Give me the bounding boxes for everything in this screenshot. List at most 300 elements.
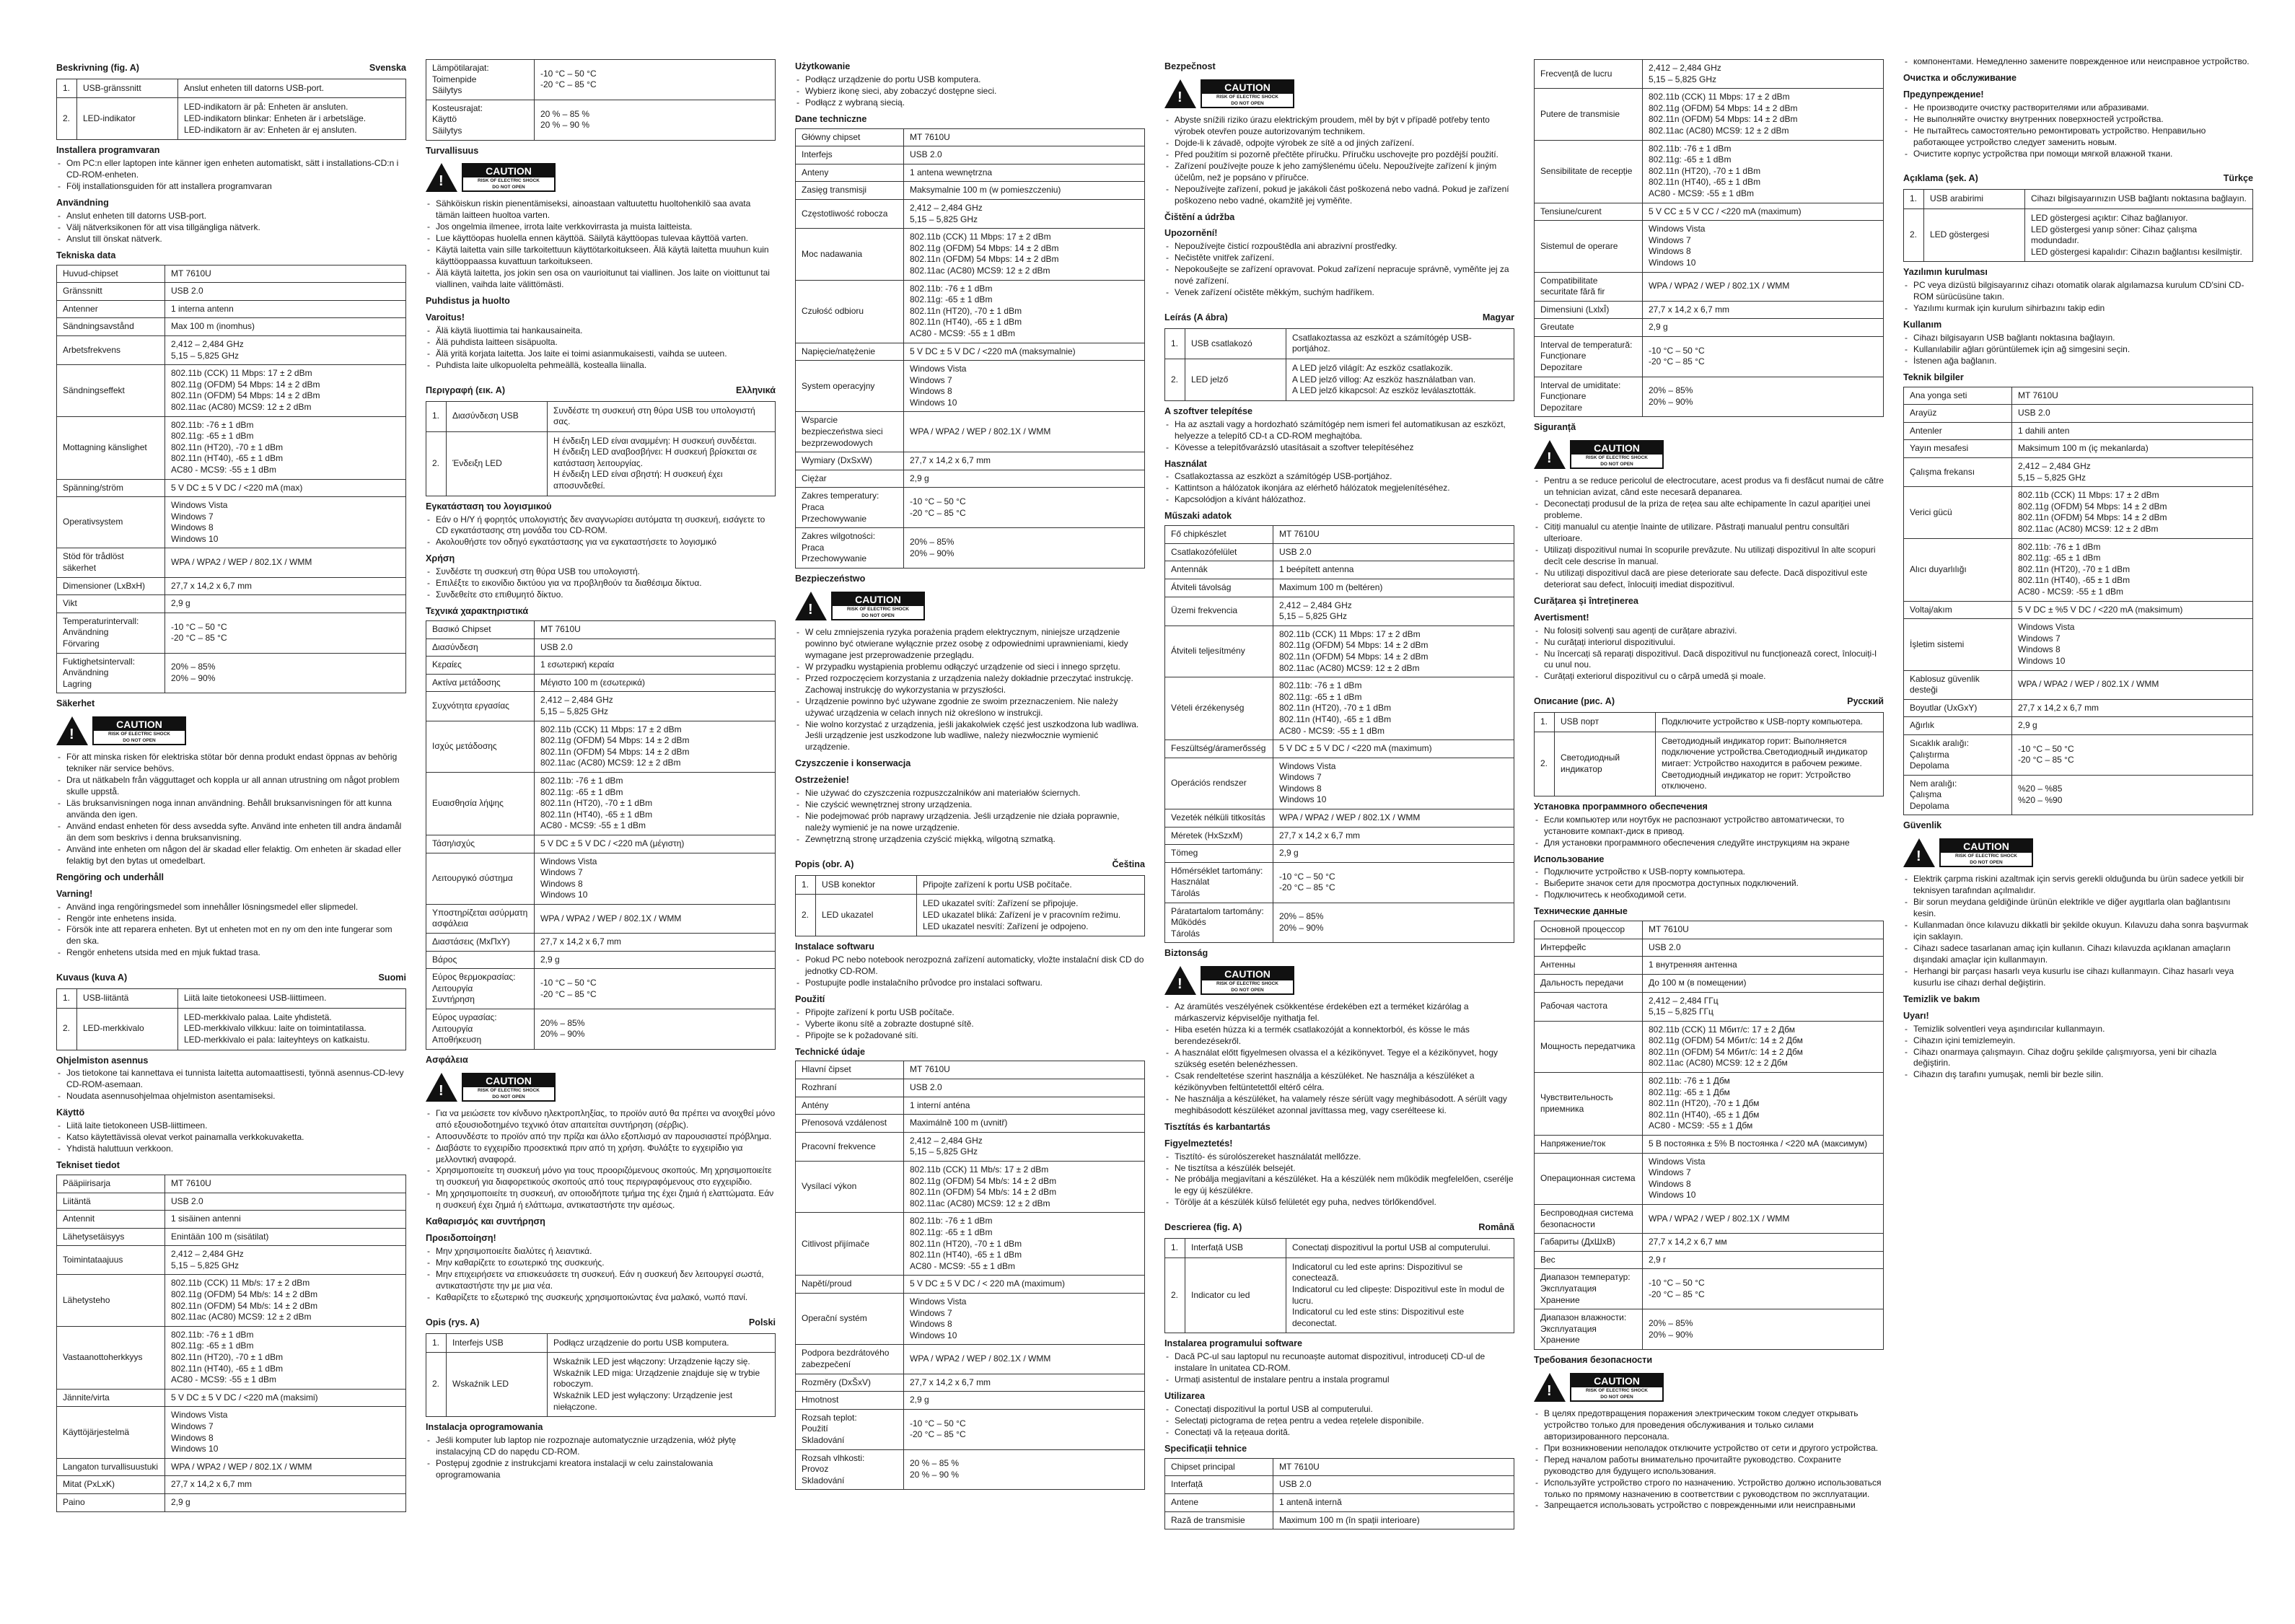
item-number: 2. [426,431,447,496]
spec-key: Ευαισθησία λήψης [426,772,535,835]
section-pl [426,1317,776,1481]
table-row [57,1211,406,1229]
list-item: - Dra ut nätkabeln från vägguttaget och koppla ur all annan utrustning om något problem skulle uppstå. [56,775,406,798]
spec-value: USB 2.0 [165,283,406,301]
item-text: Η ένδειξη LED είναι αναμμένη: Η συσκευή συνδέεται. Η ένδειξη LED αναβοσβήνει: Η συσκευή βρίσκεται σε κατάσταση λειτουργίας. Η ένδειξη LED είναι σβηστή: Η συσκευή έχει αποσυνδεθεί. [548,431,776,496]
table-row [57,989,406,1009]
spec-value: Windows Vista Windows 7 Windows 8 Windows 10 [165,497,406,548]
list-item: - При возникновении неполадок отключите устройство от сети и другого устройства. [1534,1443,1884,1454]
table-row [796,182,1145,200]
spec-value: 802.11b: -76 ± 1 dBm 802.11g: -65 ± 1 dBm 802.11n (HT20), -70 ± 1 dBm 802.11n (HT40), -65 ± 1 dBm AC80 - MCS9: -55 ± 1 dBm [1273,677,1514,740]
section-ru [1534,695,1884,1511]
install-list [1903,280,2253,315]
spec-value: 1 interní anténa [904,1097,1145,1115]
list-item: - Kövesse a telepítővarázsló utasításait a szoftver telepítéséhez [1164,442,1514,454]
table-row [1904,440,2253,458]
spec-value: 2,412 – 2,484 GHz 5,15 – 5,825 GHz [2012,458,2253,487]
table-row [1904,538,2253,601]
caution-title: CAUTION [94,718,185,731]
table-row [1535,89,1884,140]
list-item: - Csatlakoztassa az eszközt a számítógép USB-portjához. [1164,471,1514,483]
spec-key: Napięcie/natężenie [796,343,904,361]
table-row [1165,903,1514,943]
warning-triangle-icon: ! [1164,966,1196,995]
list-item: - Sähköiskun riskin pienentämiseksi, ainoastaan valtuutettu huoltohenkilö saa avata tämän laitteen huoltoa varten. [426,198,776,221]
table-row [1535,713,1884,732]
list-item: - Använd endast enheten för dess avsedda syfte. Använd inte enheten till andra ändamål än dem som beskrivs i denna bruksanvisning. [56,821,406,844]
list-item: - Dacă PC-ul sau laptopul nu recunoaște automat dispozitivul, introduceți CD-ul de instalare în unitatea CD-ROM. [1164,1351,1514,1374]
list-item: - Χρησιμοποιείτε τη συσκευή μόνο για τους προοριζόμενους σκοπούς. Μη χρησιμοποιείτε τη συσκευή για διαφορετικούς σκοπούς από τους περιγραφόμενους στο εγχειρίδιο. [426,1165,776,1188]
caution-title: CAUTION [1202,967,1293,980]
table-row [57,318,406,336]
table-row [1165,1239,1514,1258]
spec-key: Βάρος [426,951,535,969]
list-item: - Försök inte att reparera enheten. Byt ut enheten mot en ny om den inte fungerar som den ska. [56,924,406,947]
spec-value: 1 εσωτερική κεραία [535,657,776,675]
spec-value: 27,7 x 14,2 x 6,7 mm [1273,827,1514,845]
spec-key: Διασύνδεση [426,638,535,657]
table-row [1165,579,1514,597]
use-list [1903,333,2253,367]
list-item: - Μην καθαρίζετε το εσωτερικό της συσκευής. [426,1257,776,1269]
table-row [1165,328,1514,359]
item-number: 2. [1165,1257,1185,1333]
table-row [1904,717,2253,735]
item-label: LED göstergesi [1924,209,2025,261]
list-item: - Abyste snížili riziko úrazu elektrickým proudem, měl by být v případě potřeby tento výrobek otevřen pouze autorizovaným technikem. [1164,115,1514,138]
subheading: Säkerhet [56,698,95,709]
list-item: - Ne használja a készüléket, ha valamely része sérült vagy meghibásodott. A sérült vagy meghibásodott készüléket azonnal javíttassa meg, vagy cserélteese ki. [1164,1094,1514,1117]
table-row [796,1409,1145,1449]
item-label: Indicator cu led [1185,1257,1286,1333]
spec-key: Дальность передачи [1535,974,1643,992]
caution-line-1: RISK OF ELECTRIC SHOCK [478,1087,540,1093]
spec-table [426,59,776,141]
list-item: - Kullanmadan önce kılavuzu dikkatli bir şekilde okuyun. Kılavuzu daha sonra başvurmak için saklayın. [1903,920,2253,943]
section-tr [1903,172,2253,1088]
spec-value: USB 2.0 [2012,405,2253,423]
table-row [1904,405,2253,423]
spec-key: Vételi érzékenység [1165,677,1273,740]
spec-key: Tensiune/curent [1535,203,1643,221]
list-item: - Yhdistä haluttuun verkkoon. [56,1144,406,1155]
spec-table [56,265,406,694]
table-row [57,1493,406,1511]
spec-value: USB 2.0 [1273,543,1514,561]
table-row [1535,921,1884,939]
table-row [426,772,776,835]
language-label: Svenska [369,63,406,73]
list-item: - Nu utilizați dispozitivul dacă are piese deteriorate sau defecte. Dacă dispozitivul este deteriorat sau defect, înlocuiți imediat dispozitivul. [1534,568,1884,591]
subheading: Tekniset tiedot [56,1160,120,1171]
spec-key: Operativsystem [57,497,165,548]
section-c2top [426,59,776,379]
subheading: Προειδοποίηση! [426,1233,496,1244]
clean-list [56,902,406,960]
table-row [796,280,1145,343]
caution-label [1534,438,1671,471]
spec-value: 20% – 85% 20% – 90% [535,1009,776,1050]
subheading: Puhdistus ja huolto [426,296,510,307]
table-row [426,853,776,904]
spec-value: 5 V DC ± 5 V DC / <220 mA (maksimi) [165,1389,406,1407]
spec-key: Interfață [1165,1476,1273,1494]
spec-value: WPA / WPA2 / WEP / 802.1X / WMM [2012,670,2253,699]
table-row [426,638,776,657]
clean-list [1164,241,1514,299]
section-header [1903,172,2253,185]
subheading: Használat [1164,458,1207,469]
spec-key: Napětí/proud [796,1276,904,1294]
table-row [57,577,406,595]
item-number: 1. [1165,1239,1185,1258]
table-row [57,335,406,364]
column-5 [1534,56,1884,1511]
section-header [426,1317,776,1329]
caution-line-2: DO NOT OPEN [1970,860,2003,866]
list-item: - Puhdista laite ulkopuolelta pehmeällä, kostealla liinalla. [426,360,776,372]
subheading: Figyelmeztetés! [1164,1138,1233,1149]
spec-value: 27,7 x 14,2 x 6,7 mm [535,934,776,952]
item-text: LED göstergesi açıktır: Cihaz bağlanıyor. LED göstergesi yanıp söner: Cihaz çalışma modundadır. LED göstergesi kapalıdır: Cihazın bağlantısı kesilmiştir. [2025,209,2253,261]
spec-value: 5 V DC ± %5 V DC / <220 mA (maksimum) [2012,601,2253,619]
spec-key: Toimintataajuus [57,1246,165,1275]
subheading: Καθαρισμός και συντήρηση [426,1216,545,1227]
caution-line-2: DO NOT OPEN [1231,100,1264,106]
spec-key: Dimensioner (LxBxH) [57,577,165,595]
list-item: - Lue käyttöopas huolella ennen käyttöä. Säilytä käyttöopas tulevaa käyttöä varten. [426,233,776,245]
safety-list [426,198,776,291]
spec-value: 802.11b: -76 ± 1 dBm 802.11g: -65 ± 1 dBm 802.11n (HT20), -70 ± 1 dBm 802.11n (HT40), -65 ± 1 dBm AC80 - MCS9: -55 ± 1 dBm [904,280,1145,343]
list-item: - Nie czyścić wewnętrznej strony urządzenia. [795,799,1145,811]
spec-value: USB 2.0 [904,1079,1145,1097]
item-number: 2. [1904,209,1924,261]
caution-line-1: RISK OF ELECTRIC SHOCK [1216,94,1278,100]
spec-key: Hlavní čipset [796,1061,904,1079]
spec-key: Stöd för trådlöst säkerhet [57,548,165,577]
table-row [796,343,1145,361]
spec-table [1903,387,2253,816]
spec-key: Tömeg [1165,845,1273,863]
subheading: Instalarea programului software [1164,1338,1303,1349]
spec-key: Wymiary (DxSxW) [796,452,904,470]
spec-value: Windows Vista Windows 7 Windows 8 Windows 10 [2012,619,2253,670]
spec-key: Nem aralığı: Çalışma Depolama [1904,775,2012,815]
spec-value: 5 В постоянка ± 5% В постоянка / <220 мА (максимум) [1643,1136,1884,1154]
section-fi [56,972,406,1511]
subheading: Avertisment! [1534,612,1589,623]
item-label: USB-liitäntä [77,989,178,1009]
table-row [1535,1309,1884,1350]
language-label: Română [1478,1222,1514,1233]
spec-key: Arayüz [1904,405,2012,423]
clean-list [426,325,776,372]
spec-value: MT 7610U [1273,526,1514,544]
spec-value: 5 V DC ± 5 V DC / < 220 mA (maximum) [904,1276,1145,1294]
item-label: Светодиодный индикатор [1555,732,1656,796]
spec-value: 1 antena wewnętrzna [904,164,1145,182]
subheading: Použití [795,993,825,1004]
spec-key: Verici gücü [1904,487,2012,538]
column-4 [1164,56,1514,1534]
spec-key: Основной процессор [1535,921,1643,939]
subheading: Требования безопасности [1534,1354,1653,1365]
item-label: Ένδειξη LED [447,431,548,496]
install-list [795,954,1145,989]
safety-list [1534,1408,1884,1512]
spec-value: 2,412 – 2,484 GHz 5,15 – 5,825 GHz [904,199,1145,228]
spec-key: Gränssnitt [57,283,165,301]
spec-value: Maksimum 100 m (iç mekanlarda) [2012,440,2253,458]
table-row [57,1008,406,1050]
spec-key: İşletim sistemi [1904,619,2012,670]
subheading: Очистка и обслуживание [1903,72,2017,83]
language-label: Polski [748,1317,776,1327]
list-item: - W celu zmniejszenia ryzyka porażenia prądem elektrycznym, niniejsze urządzenie powinno być otwierane wyłącznie przez osobę z odpowiednimi uprawnieniami, kiedy wymagane jest przeprowadzenie przeglądu. [795,627,1145,662]
table-row [1535,1251,1884,1269]
spec-key: Диапазон температур: Эксплуатация Хранение [1535,1269,1643,1309]
list-item: - Μη χρησιμοποιείτε τη συσκευή, αν οποιοδήποτε τμήμα της έχει ζημιά ή ελαττώματα. Εάν η συσκευή έχει ζημιά ή ελάττωμα, αντικαταστήστε την αμέσως. [426,1188,776,1211]
item-text: Připojte zařízení k portu USB počítače. [917,875,1145,895]
column-3 [795,56,1145,1494]
spec-key: Чувствительность приемника [1535,1073,1643,1136]
item-text: Wskaźnik LED jest włączony: Urządzenie łączy się. Wskaźnik LED miga: Urządzenie znajduje się w trybie roboczym. Wskaźnik LED jest wyłączony: Urządzenie jest niełączone. [548,1353,776,1417]
spec-key: Paino [57,1493,165,1511]
list-item: - компонентами. Немедленно замените поврежденное или неисправное устройство. [1903,56,2253,68]
spec-key: Ισχύς μετάδοσης [426,721,535,772]
spec-value: WPA / WPA2 / WEP / 802.1X / WMM [1643,1205,1884,1234]
spec-key: Rozsah vlhkosti: Provoz Skladování [796,1449,904,1490]
table-row [1165,740,1514,758]
table-row [1535,60,1884,89]
list-item: - Cihazı sadece tasarlanan amaç için kullanın. Cihazı kılavuzda açıklanan amaçların dışındaki amaçlar için kullanmayın. [1903,943,2253,966]
spec-value: 5 V DC ± 5 V DC / <220 mA (maximum) [1273,740,1514,758]
spec-key: Ana yonga seti [1904,387,2012,405]
list-item: - Csak rendeltetése szerint használja a készüléket. Ne használja a készüléket a kézikönyvben feltüntetettől eltérő célra. [1164,1071,1514,1094]
list-item: - Venek zařízení očistěte měkkým, suchým hadříkem. [1164,287,1514,299]
spec-value: 27,7 x 14,2 x 6,7 mm [904,452,1145,470]
table-row [1535,957,1884,975]
subheading: Varning! [56,888,93,899]
spec-key: Συχνότητα εργασίας [426,692,535,721]
spec-value: 20% – 85% 20% – 90% [165,653,406,693]
spec-value: USB 2.0 [1643,939,1884,957]
spec-key: Sıcaklık aralığı: Çalıştırma Depolama [1904,734,2012,775]
list-item: - A használat előtt figyelmesen olvassa el a kézikönyvet. Tegye el a kézikönyvet, hogy szükség esetén belenézhessen. [1164,1048,1514,1071]
spec-table [426,620,776,1050]
list-item: - PC veya dizüstü bilgisayarınız cihazı otomatik olarak algılamazsa kurulum CD'sini CD-ROM sürücüsüne takın. [1903,280,2253,303]
list-item: - Jeśli komputer lub laptop nie rozpoznaje automatycznie urządzenia, włóż płytę instalacyjną CD do napędu CD-ROM. [426,1435,776,1458]
spec-key: Voltaj/akım [1904,601,2012,619]
table-row [796,895,1145,936]
table-row [1535,203,1884,221]
list-item: - Podłącz z wybraną siecią. [795,97,1145,109]
spec-value: Windows Vista Windows 7 Windows 8 Windows 10 [535,853,776,904]
item-number: 1. [1904,190,1924,209]
list-item: - Nepokoušejte se zařízení opravovat. Pokud zařízení nepracuje správně, vyměňte jej za nové zařízení. [1164,264,1514,287]
spec-key: Vysílací výkon [796,1162,904,1213]
list-item: - Μην χρησιμοποιείτε διαλύτες ή λειαντικά. [426,1246,776,1257]
list-item: - Cihazı bilgisayarın USB bağlantı noktasına bağlayın. [1903,333,2253,344]
item-label: LED-indikator [77,98,178,140]
list-item: - Conectați dispozitivul la portul USB al computerului. [1164,1404,1514,1415]
spec-value: Maksymalnie 100 m (w pomieszczeniu) [904,182,1145,200]
spec-value: 802.11b (CCK) 11 Mbps: 17 ± 2 dBm 802.11g (OFDM) 54 Mbps: 14 ± 2 dBm 802.11n (OFDM) 54 Mbps: 14 ± 2 dBm 802.11ac (AC80) MCS9: 12 ± 2 dBm [1643,89,1884,140]
safety-list [795,627,1145,753]
list-item: - Postupujte podle instalačního průvodce pro instalaci softwaru. [795,978,1145,989]
list-item: - Älä puhdista laitteen sisäpuolta. [426,337,776,348]
item-text: Podłącz urządzenie do portu USB komputera. [548,1333,776,1353]
spec-value: WPA / WPA2 / WEP / 802.1X / WMM [1643,272,1884,301]
item-text: Conectați dispozitivul la portul USB al computerului. [1286,1239,1514,1258]
subheading: Biztonság [1164,948,1208,959]
spec-value: 802.11b (CCK) 11 Mbps: 17 ± 2 dBm 802.11g (OFDM) 54 Mbps: 14 ± 2 dBm 802.11n (OFDM) 54 Mbps: 14 ± 2 dBm 802.11ac (AC80) MCS9: 12 ± 2 dBm [165,365,406,416]
section-header [1534,695,1884,708]
spec-value: 20% – 85% 20% – 90% [1643,377,1884,417]
list-item: - Διαβάστε το εγχειρίδιο προσεκτικά πριν από τη χρήση. Φυλάξτε το εγχειρίδιο για μελλοντική αναφορά. [426,1143,776,1166]
list-item: - Kapcsolódjon a kívánt hálózathoz. [1164,494,1514,506]
section-ro [1164,1221,1514,1529]
spec-key: Interval de umiditate: Funcționare Depozitare [1535,377,1643,417]
spec-value: Windows Vista Windows 7 Windows 8 Windows 10 [1273,758,1514,809]
table-row [1904,601,2253,619]
spec-value: -10 °C – 50 °C -20 °C – 85 °C [2012,734,2253,775]
item-number: 1. [1535,713,1555,732]
list-item: - Cihazı onarmaya çalışmayın. Cihaz doğru şekilde çalışmıyorsa, yeni bir cihazla değiştirin. [1903,1047,2253,1070]
spec-value: MT 7610U [2012,387,2253,405]
clean-list [426,1246,776,1304]
spec-value: 802.11b: -76 ± 1 dBm 802.11g: -65 ± 1 dBm 802.11n (HT20), -70 ± 1 dBm 802.11n (HT40), -65 ± 1 dBm AC80 - MCS9: -55 ± 1 dBm [535,772,776,835]
table-row [1904,458,2253,487]
table-row [1165,809,1514,828]
table-row [1165,626,1514,677]
spec-value: 2,9 г [1643,1251,1884,1269]
spec-value: 802.11b: -76 ± 1 dBm 802.11g: -65 ± 1 dBm 802.11n (HT20), -70 ± 1 dBm 802.11n (HT40), -65 ± 1 dBm AC80 - MCS9: -55 ± 1 dBm [165,1326,406,1389]
table-row [57,653,406,693]
spec-key: Sensibilitate de recepție [1535,140,1643,203]
spec-value: 802.11b: -76 ± 1 dBm 802.11g: -65 ± 1 dBm 802.11n (HT20), -70 ± 1 dBm 802.11n (HT40), -65 ± 1 dBm AC80 - MCS9: -55 ± 1 dBm [1643,140,1884,203]
spec-value: 2,412 – 2,484 GHz 5,15 – 5,825 GHz [1273,597,1514,626]
spec-value: 802.11b (CCK) 11 Mbps: 17 ± 2 dBm 802.11g (OFDM) 54 Mbps: 14 ± 2 dBm 802.11n (OFDM) 54 Mbps: 14 ± 2 dBm 802.11ac (AC80) MCS9: 12 ± 2 dBm [2012,487,2253,538]
column-1 [56,56,406,1517]
spec-key: Greutate [1535,319,1643,337]
item-label: LED ukazatel [816,895,917,936]
list-item: - Не пытайтесь самостоятельно ремонтировать устройство. Неправильно работающее устройство следует заменить новым. [1903,126,2253,149]
subheading: Uyarı! [1903,1010,1929,1021]
table-row [1165,526,1514,544]
spec-value: MT 7610U [535,621,776,639]
list-item: - Älä yritä korjata laitetta. Jos laite ei toimi asianmukaisesti, vaihda se uuteen. [426,348,776,360]
table-row [57,265,406,283]
caution-line-2: DO NOT OPEN [861,613,895,618]
spec-value: MT 7610U [165,1175,406,1193]
table-row [1535,1073,1884,1136]
list-item: - Αποσυνδέστε το προϊόν από την πρίζα και άλλο εξοπλισμό αν παρουσιαστεί πρόβλημα. [426,1131,776,1143]
table-row [796,1097,1145,1115]
spec-value: MT 7610U [904,1061,1145,1079]
warning-triangle-icon: ! [426,1073,457,1102]
table-row [796,1449,1145,1490]
section-header [1164,1221,1514,1234]
list-item: - Använd inte enheten om någon del är skadad eller felaktig. Om enheten är skadad eller felaktig byt den bytas ut omedelbart. [56,844,406,867]
spec-key: Csatlakozófelület [1165,543,1273,561]
caution-text [1571,455,1662,468]
section-title: Açıklama (şek. A) [1903,173,1978,184]
section-header [426,385,776,397]
list-item: - Nu încercați să reparați dispozitivul. Dacă dispozitivul nu funcționează corect, înlocuiți-l cu unul nou. [1534,649,1884,672]
list-item: - Przed rozpoczęciem korzystania z urządzenia należy dokładnie przeczytać instrukcję. Zachowaj instrukcję do wykorzystania w przyszłości. [795,673,1145,696]
item-number: 2. [796,895,816,936]
subheading: Ασφάλεια [426,1054,468,1065]
caution-label [56,714,193,747]
item-text: Светодиодный индикатор горит: Выполняется подключение устройства.Светодиодный индикатор мигает: Устройство находится в рабочем режиме. Светодиодный индикатор не горит: Устройство отключено. [1656,732,1884,796]
table-row [796,488,1145,528]
spec-value: 1 interna antenn [165,300,406,318]
item-label: USB konektor [816,875,917,895]
table-row [796,470,1145,488]
use-list [426,566,776,601]
list-item: - Очистите корпус устройства при помощи мягкой влажной ткани. [1903,149,2253,160]
list-item: - Noudata asennusohjelmaa ohjelmiston asentamiseksi. [56,1091,406,1102]
caution-line-2: DO NOT OPEN [123,738,156,744]
item-text: Подключите устройство к USB-порту компьютера. [1656,713,1884,732]
table-row [796,412,1145,452]
list-item: - Dojde-li k závadě, odpojte výrobek ze sítě a od jiných zařízení. [1164,138,1514,149]
item-label: Wskaźnik LED [447,1353,548,1417]
item-text: LED ukazatel svítí: Zařízení se připojuje. LED ukazatel bliká: Zařízení je v pracovním režimu. LED ukazatel nesvítí: Zařízení je odpojeno. [917,895,1145,936]
table-row [1904,387,2253,405]
spec-key: Vikt [57,595,165,613]
spec-value: 802.11b (CCK) 11 Mbps: 17 ± 2 dBm 802.11g (OFDM) 54 Mbps: 14 ± 2 dBm 802.11n (OFDM) 54 Mbps: 14 ± 2 dBm 802.11ac (AC80) MCS9: 12 ± 2 dBm [535,721,776,772]
table-row [426,1009,776,1050]
table-row [1904,619,2253,670]
subheading: Rengöring och underhåll [56,872,164,882]
spec-value: 802.11b (CCK) 11 Mbps: 17 ± 2 dBm 802.11g (OFDM) 54 Mbps: 14 ± 2 dBm 802.11n (OFDM) 54 Mbps: 14 ± 2 dBm 802.11ac (AC80) MCS9: 12 ± 2 dBm [904,229,1145,280]
table-row [57,1246,406,1275]
use-list [56,211,406,245]
install-list [426,514,776,549]
table-row [796,528,1145,569]
spec-key: Интерфейс [1535,939,1643,957]
spec-key: Antenler [1904,422,2012,440]
spec-key: Dimensiuni (LxlxÎ) [1535,301,1643,319]
caution-line-2: DO NOT OPEN [492,1094,525,1100]
spec-value: %20 – %85 %20 – %90 [2012,775,2253,815]
spec-key: Méretek (HxSzxM) [1165,827,1273,845]
item-number: 1. [57,989,77,1009]
spec-value: 2,412 – 2,484 GHz 5,15 – 5,825 GHz [904,1132,1145,1161]
spec-key: Pracovní frekvence [796,1132,904,1161]
spec-key: Мощность передатчика [1535,1021,1643,1072]
warning-triangle-icon: ! [1903,838,1935,867]
list-item: - Выберите значок сети для просмотра доступных подключений. [1534,878,1884,890]
spec-value: 20% – 85% 20% – 90% [1273,903,1514,943]
subheading: Upozornění! [1164,228,1218,239]
spec-value: Maximum 100 m (în spații interioare) [1273,1511,1514,1529]
spec-key: Átviteli teljesítmény [1165,626,1273,677]
language-label: Čeština [1112,859,1145,869]
spec-key: Chipset principal [1165,1458,1273,1476]
caution-text [94,731,185,744]
caution-label [1534,1371,1671,1404]
list-item: - Συνδέστε τη συσκευή στη θύρα USB του υπολογιστή. [426,566,776,578]
spec-value: WPA / WPA2 / WEP / 802.1X / WMM [904,1345,1145,1374]
list-item: - Cihazın dış tarafını yumuşak, nemli bir bezle silin. [1903,1069,2253,1081]
list-item: - Nie wolno korzystać z urządzenia, jeśli jakakolwiek część jest uszkodzona lub wadliwa. Jeśli urządzenie jest uszkodzone lub wadliwe, należy niezwłocznie wymienić urządzenie. [795,719,1145,754]
spec-key: Anteny [796,164,904,182]
list-item: - Zařízení používejte pouze k jeho zamýšlenému účelu. Nepoužívejte zařízení k jiným účelům, než je popsáno v příručce. [1164,161,1514,184]
item-label: Interfață USB [1185,1239,1286,1258]
